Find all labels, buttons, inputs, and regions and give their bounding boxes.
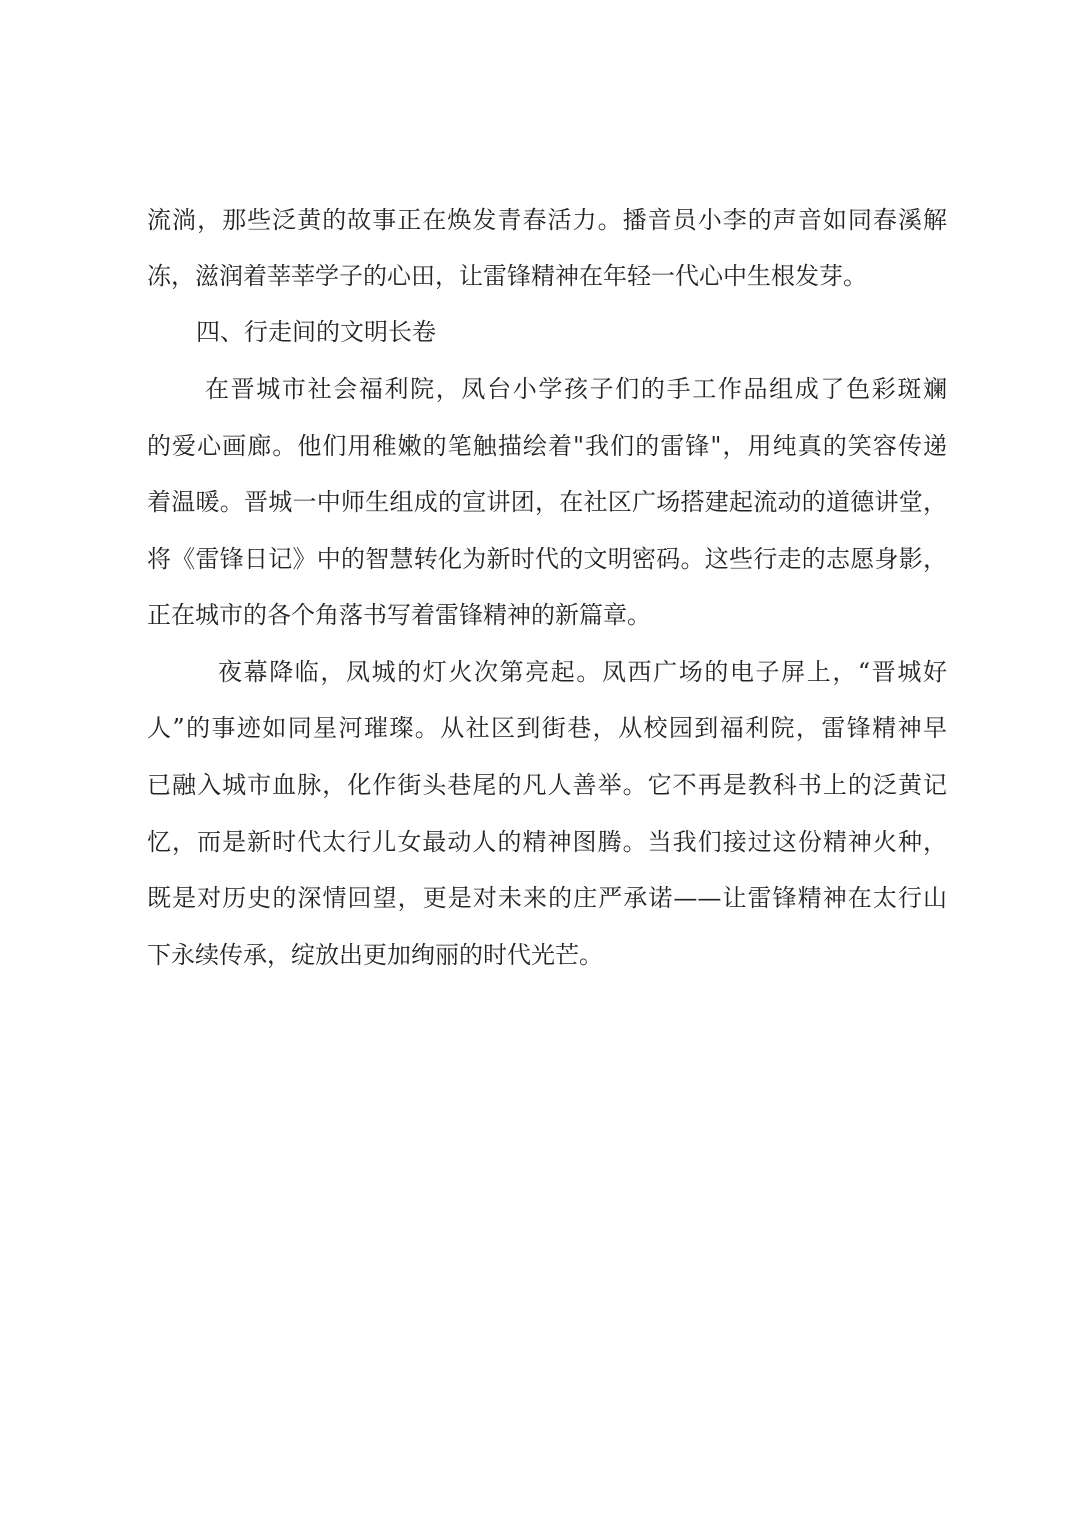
text-line: 的爱心画廊。他们用稚嫩的笔触描绘着"我们的雷锋"，用纯真的笑容传递: [147, 432, 947, 460]
text-line: 将《雷锋日记》中的智慧转化为新时代的文明密码。这些行走的志愿身影，: [147, 545, 947, 573]
text-line: 流淌，那些泛黄的故事正在焕发青春活力。播音员小李的声音如同春溪解: [147, 206, 947, 234]
text-line: 人”的事迹如同星河璀璨。从社区到街巷，从校园到福利院，雷锋精神早: [147, 714, 947, 742]
text-line: 既是对历史的深情回望，更是对未来的庄严承诺——让雷锋精神在太行山: [147, 884, 947, 912]
paragraph-first-line: 在晋城市社会福利院，凤台小学孩子们的手工作品组成了色彩斑斓: [205, 375, 947, 403]
text-line: 正在城市的各个角落书写着雷锋精神的新篇章。: [147, 601, 651, 629]
text-line: 着温暖。晋城一中师生组成的宣讲团，在社区广场搭建起流动的道德讲堂，: [147, 488, 947, 516]
text-line: 忆，而是新时代太行儿女最动人的精神图腾。当我们接过这份精神火种，: [147, 828, 947, 856]
section-heading: 四、行走间的文明长卷: [196, 318, 436, 346]
text-line: 冻，滋润着莘莘学子的心田，让雷锋精神在年轻一代心中生根发芽。: [147, 262, 867, 290]
text-line: 已融入城市血脉，化作街头巷尾的凡人善举。它不再是教科书上的泛黄记: [147, 771, 947, 799]
text-line: 下永续传承，绽放出更加绚丽的时代光芒。: [147, 941, 603, 969]
paragraph-first-line: 夜幕降临，凤城的灯火次第亮起。凤西广场的电子屏上，“晋城好: [218, 658, 947, 686]
